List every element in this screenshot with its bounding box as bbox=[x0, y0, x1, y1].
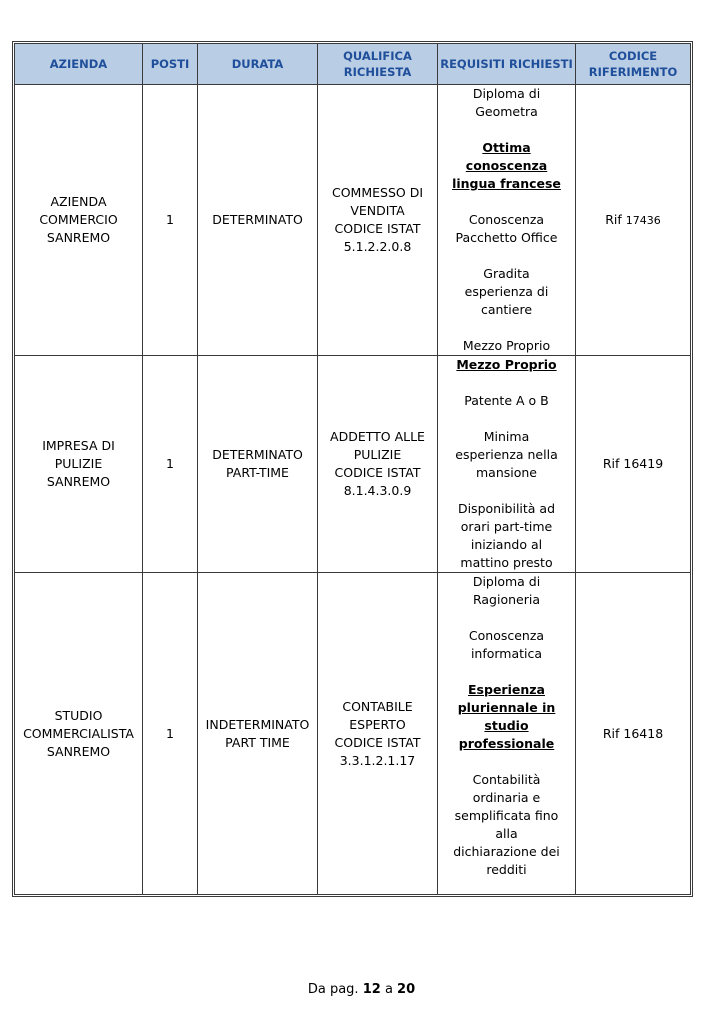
footer-page-number: 12 bbox=[362, 982, 381, 997]
requirement-item bbox=[441, 392, 572, 410]
requirement-line: Ottima bbox=[482, 140, 531, 155]
cell-azienda-line: COMMERCIO bbox=[39, 212, 118, 227]
cell-azienda-line: COMMERCIALISTA bbox=[23, 725, 134, 741]
cell-codice bbox=[576, 356, 691, 573]
requirement-line: Conoscenza bbox=[468, 212, 545, 227]
header-requisiti-line: RICHIESTI bbox=[509, 57, 573, 71]
cell-azienda-line: AZIENDA bbox=[50, 194, 107, 209]
requirement-line: Geometra bbox=[475, 104, 538, 119]
requirement-line: mansione bbox=[475, 465, 537, 480]
requirement-item bbox=[441, 771, 572, 879]
cell-durata-line: INDETERMINATO bbox=[205, 716, 310, 732]
cell-durata bbox=[198, 356, 318, 573]
cell-qualifica-line: PULIZIE bbox=[353, 447, 402, 462]
codice-number: 16418 bbox=[623, 725, 664, 741]
requirement-line: mattino presto bbox=[460, 555, 553, 570]
requirement-line: iniziando al bbox=[470, 537, 543, 552]
header-codice-line: RIFERIMENTO bbox=[588, 65, 678, 79]
cell-qualifica-line: ADDETTO ALLE bbox=[330, 429, 425, 444]
cell-qualifica-line: CONTABILE bbox=[342, 698, 413, 714]
cell-qualifica-line: COMMESSO DI bbox=[331, 185, 424, 200]
cell-posti: 1 bbox=[143, 356, 198, 573]
requirement-line: pluriennale in bbox=[457, 700, 556, 715]
requirement-item bbox=[441, 500, 572, 572]
job-offers-table bbox=[14, 43, 691, 895]
table-body bbox=[15, 85, 691, 895]
cell-qualifica bbox=[318, 573, 438, 895]
requirement-line: esperienza di bbox=[464, 284, 549, 299]
cell-codice bbox=[576, 85, 691, 356]
paragraph-gap bbox=[441, 319, 572, 337]
cell-azienda-line: PULIZIE bbox=[54, 456, 103, 471]
requirement-line: Diploma di bbox=[472, 86, 541, 101]
codice-number: 17436 bbox=[625, 213, 661, 227]
requirement-item bbox=[441, 139, 572, 193]
requirement-line: semplificata fino bbox=[454, 808, 559, 823]
footer-separator: a bbox=[384, 982, 393, 997]
requirement-line: informatica bbox=[470, 646, 543, 661]
cell-qualifica-line: VENDITA bbox=[350, 203, 405, 218]
cell-codice bbox=[576, 573, 691, 895]
header-durata: DURATA bbox=[198, 44, 318, 85]
cell-qualifica-line: CODICE ISTAT bbox=[334, 465, 421, 480]
requirement-item bbox=[441, 265, 572, 319]
cell-qualifica-line: CODICE ISTAT bbox=[334, 221, 421, 236]
cell-durata bbox=[198, 85, 318, 356]
cell-requisiti bbox=[438, 356, 576, 573]
cell-durata-line: PART-TIME bbox=[226, 465, 289, 480]
codice-prefix: Rif bbox=[602, 725, 620, 741]
requirement-line: professionale bbox=[458, 736, 555, 751]
requirement-line: Ragioneria bbox=[472, 592, 540, 607]
cell-azienda-line: IMPRESA DI bbox=[42, 438, 115, 453]
cell-azienda-line: STUDIO bbox=[54, 707, 103, 723]
requirement-line: orari part-time bbox=[460, 519, 553, 534]
requirement-line: Patente A o B bbox=[464, 393, 549, 408]
header-qualifica-line: QUALIFICA bbox=[343, 49, 412, 63]
cell-durata-line: DETERMINATO bbox=[212, 447, 303, 462]
cell-posti: 1 bbox=[143, 573, 198, 895]
table-row bbox=[15, 356, 691, 573]
cell-qualifica-line: CODICE ISTAT bbox=[334, 734, 421, 750]
requirement-line: redditi bbox=[486, 862, 527, 877]
cell-durata bbox=[198, 573, 318, 895]
cell-azienda-line: SANREMO bbox=[46, 474, 111, 489]
header-requisiti bbox=[438, 44, 576, 85]
table-header bbox=[15, 44, 691, 85]
page-footer bbox=[0, 982, 723, 997]
requirement-item bbox=[441, 356, 572, 374]
requirement-line: dichiarazione dei bbox=[453, 844, 560, 859]
cell-qualifica-line: 8.1.4.3.0.9 bbox=[343, 483, 412, 498]
requirement-line: Disponibilità ad bbox=[457, 501, 556, 516]
header-posti: POSTI bbox=[143, 44, 198, 85]
requirement-item bbox=[441, 211, 572, 247]
requirement-line: Conoscenza bbox=[468, 628, 545, 643]
paragraph-gap bbox=[441, 663, 572, 681]
cell-azienda bbox=[15, 356, 143, 573]
paragraph-gap bbox=[441, 121, 572, 139]
requirement-item bbox=[441, 627, 572, 663]
requirement-line: Contabilità bbox=[472, 772, 541, 787]
header-codice-line: CODICE bbox=[608, 49, 658, 63]
table-row bbox=[15, 573, 691, 895]
cell-requisiti bbox=[438, 85, 576, 356]
cell-qualifica bbox=[318, 356, 438, 573]
requirement-item bbox=[441, 85, 572, 121]
requirement-line: Esperienza bbox=[468, 682, 545, 697]
requirement-line: alla bbox=[495, 826, 518, 841]
paragraph-gap bbox=[441, 410, 572, 428]
codice-prefix: Rif bbox=[602, 456, 620, 471]
header-requisiti-line: REQUISITI bbox=[440, 57, 506, 71]
requirement-line: Gradita bbox=[483, 266, 530, 281]
footer-total-pages: 20 bbox=[397, 982, 416, 997]
cell-azienda bbox=[15, 85, 143, 356]
paragraph-gap bbox=[441, 193, 572, 211]
header-qualifica-line: RICHIESTA bbox=[343, 65, 412, 79]
requirement-line: conoscenza bbox=[465, 158, 548, 173]
header-row bbox=[15, 44, 691, 85]
requirement-item bbox=[441, 428, 572, 482]
table-row bbox=[15, 85, 691, 356]
cell-azienda bbox=[15, 573, 143, 895]
header-qualifica bbox=[318, 44, 438, 85]
requirement-line: ordinaria e bbox=[472, 790, 541, 805]
requirement-line: studio bbox=[484, 718, 529, 733]
header-azienda: AZIENDA bbox=[15, 44, 143, 85]
codice-prefix: Rif bbox=[605, 211, 622, 227]
cell-durata-line: DETERMINATO bbox=[212, 212, 303, 227]
requirement-line: Mezzo Proprio bbox=[462, 338, 551, 353]
requirement-line: Pacchetto Office bbox=[455, 230, 558, 245]
paragraph-gap bbox=[441, 374, 572, 392]
paragraph-gap bbox=[441, 482, 572, 500]
requirement-line: Mezzo Proprio bbox=[456, 357, 557, 372]
requirement-line: Diploma di bbox=[472, 574, 541, 589]
cell-posti: 1 bbox=[143, 85, 198, 356]
requirement-line: lingua francese bbox=[452, 176, 561, 191]
requirement-line: cantiere bbox=[480, 302, 533, 317]
cell-qualifica-line: 3.3.1.2.1.17 bbox=[339, 752, 416, 768]
paragraph-gap bbox=[441, 247, 572, 265]
cell-durata-line: PART TIME bbox=[225, 734, 290, 750]
requirement-line: esperienza nella bbox=[455, 447, 558, 462]
requirement-item bbox=[441, 337, 572, 355]
paragraph-gap bbox=[441, 753, 572, 771]
cell-azienda-line: SANREMO bbox=[46, 230, 111, 245]
header-codice bbox=[576, 44, 691, 85]
requirement-line: Minima bbox=[483, 429, 530, 444]
cell-requisiti bbox=[438, 573, 576, 895]
codice-number: 16419 bbox=[623, 456, 664, 471]
requirement-item bbox=[441, 681, 572, 753]
cell-qualifica-line: 5.1.2.2.0.8 bbox=[343, 239, 412, 254]
requirement-item bbox=[441, 573, 572, 609]
cell-qualifica-line: ESPERTO bbox=[349, 716, 406, 732]
footer-prefix: Da pag. bbox=[307, 982, 359, 997]
paragraph-gap bbox=[441, 609, 572, 627]
cell-azienda-line: SANREMO bbox=[46, 743, 111, 759]
cell-qualifica bbox=[318, 85, 438, 356]
